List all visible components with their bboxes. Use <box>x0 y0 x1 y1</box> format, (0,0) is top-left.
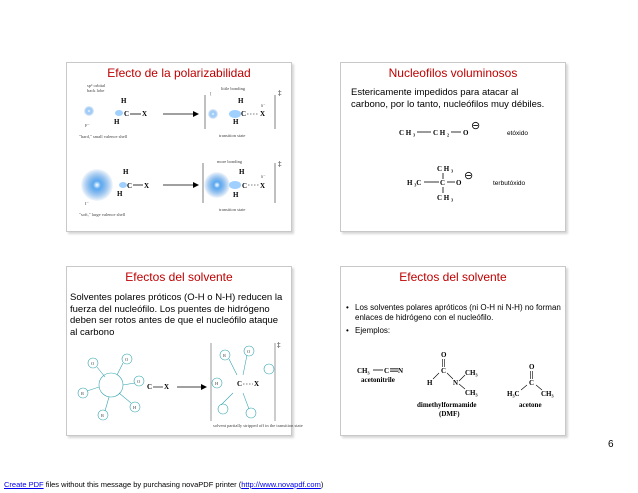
slide-bulky-nucleophiles <box>340 62 566 232</box>
dmf-label: dimethylformamide <box>417 401 477 409</box>
c-atom: C <box>440 179 446 187</box>
o-atom: O <box>91 361 95 366</box>
ch3-group: C H ₃ <box>437 165 454 173</box>
h-atom: H <box>114 118 120 126</box>
c-atom: C <box>124 110 130 118</box>
slide-protic-solvent <box>66 266 303 436</box>
dagger-mark: ‡ <box>278 89 282 97</box>
slide-title: Efecto de la polarizabilidad <box>107 66 251 80</box>
tert-butoxide-label: terbutóxido <box>493 180 526 187</box>
delta-minus: δ⁻ <box>261 174 266 179</box>
x-atom: X <box>164 383 170 391</box>
c-atom: C <box>147 383 153 391</box>
arrowhead <box>193 111 199 117</box>
c-atom: C <box>127 182 133 190</box>
bullet-2: • Ejemplos: <box>344 326 562 336</box>
h-atom: H <box>238 97 244 105</box>
solvation-figure <box>73 339 303 435</box>
ch3-group: CH₃ <box>541 390 554 398</box>
slide-polarizability <box>66 62 292 232</box>
ts1-label: transition state <box>219 133 246 138</box>
n-atom: N <box>398 367 404 375</box>
h3c-group: H₃C <box>507 390 520 398</box>
page-number: 6 <box>608 439 614 450</box>
dmf-abbrev: (DMF) <box>439 410 460 418</box>
negative-charge: ⊖ <box>471 120 481 132</box>
more-bonding-label: more bonding <box>217 159 243 164</box>
h-atom: H <box>117 190 123 198</box>
c-atom: C <box>441 367 447 375</box>
x-atom: X <box>260 110 266 118</box>
x-atom: X <box>254 380 260 388</box>
aprotic-solvents-figure <box>347 345 561 435</box>
o-atom: O <box>441 351 447 359</box>
ch2-group: C H ₂ <box>433 129 450 137</box>
dagger-mark: ‡ <box>278 160 282 168</box>
o-atom: O <box>137 379 141 384</box>
polarizability-figure <box>75 81 287 231</box>
slide-title: Efectos del solvente <box>399 270 507 284</box>
h-atom: H <box>233 191 239 199</box>
c-atom: C <box>241 110 247 118</box>
f-ion-label: F⁻ <box>85 123 90 128</box>
ch3-group: C H ₃ <box>437 194 454 202</box>
dagger-mark: ‡ <box>277 341 281 349</box>
little-bonding-label: little bonding <box>221 86 246 91</box>
svg-text:[: [ <box>210 91 212 96</box>
footer-text: files without this message by purchasing novaPDF printer ( <box>43 480 242 489</box>
ts2-label: transition state <box>219 207 246 212</box>
o-atom: O <box>463 129 469 137</box>
orbital-label: sp³ orbital <box>87 83 106 88</box>
x-atom: X <box>144 182 150 190</box>
ch3-group: CH₃ <box>357 367 370 375</box>
slide-text: Solventes polares próticos (O-H o N-H) reducen la fuerza del nucleófilo. Los puentes de hidrógeno deben ser rotos antes de que el nucleófilo ataque al carbono <box>70 292 283 338</box>
h-atom: H <box>233 118 239 126</box>
back-lobe-shape <box>115 110 123 116</box>
acetone-label: acetone <box>519 401 542 409</box>
r-group: R <box>81 391 85 396</box>
bullet-1: • Los solventes polares apróticos (ni O-H ni N-H) no forman enlaces de hidrógeno con el nucleófilo. <box>346 303 561 322</box>
slide-title: Efectos del solvente <box>125 270 233 284</box>
h-atom: H <box>215 381 219 386</box>
o-atom: O <box>456 179 462 187</box>
h-atom: H <box>121 97 127 105</box>
h3c-group: H ₃C <box>407 179 422 187</box>
r-group: R <box>101 413 105 418</box>
c-atom: C <box>242 182 248 190</box>
novapdf-link[interactable]: http://www.novapdf.com <box>241 480 321 489</box>
slide-aprotic-solvent <box>340 266 566 436</box>
back-lobe-label: back lobe <box>87 88 105 93</box>
o-atom: O <box>247 349 251 354</box>
h-atom: H <box>427 379 433 387</box>
i-ion-label: I⁻ <box>85 201 89 206</box>
create-pdf-link[interactable]: Create PDF <box>4 480 44 489</box>
n-atom: N <box>453 379 459 387</box>
h-atom: H <box>239 168 245 176</box>
x-atom: X <box>142 110 148 118</box>
r-group: R <box>223 353 227 358</box>
slide-title: Nucleofilos voluminosos <box>388 66 518 80</box>
c-atom: C <box>237 380 243 388</box>
soft-label: "soft," large valence shell <box>79 212 126 217</box>
ch3-group: C H ₃ <box>399 129 416 137</box>
o-atom: O <box>125 357 129 362</box>
f-ion-cloud <box>84 106 94 116</box>
x-atom: X <box>260 182 266 190</box>
caption: solvent partially stripped off in the transition state <box>213 423 303 428</box>
h-atom: H <box>123 168 129 176</box>
ch3-group: CH₃ <box>465 369 478 377</box>
alkoxide-figure <box>391 121 563 231</box>
h-atom: H <box>133 405 137 410</box>
o-atom: O <box>529 363 535 371</box>
acetonitrile-label: acetonitrile <box>361 376 395 384</box>
delta-minus: δ⁻ <box>261 103 266 108</box>
c-atom: C <box>384 367 390 375</box>
negative-charge: ⊖ <box>464 170 474 182</box>
slide-text: Estericamente impedidos para atacar al carbono, por lo tanto, nucleófilos muy débiles. <box>351 87 545 110</box>
hard-label: "hard," small valence shell <box>79 134 128 139</box>
bullet-text: Los solventes polares apróticos (ni O-H ni N-H) no forman enlaces de hidrógeno con el nucleófilo. <box>355 303 561 322</box>
footer-end: ) <box>320 480 324 489</box>
i-ion-cloud <box>81 169 113 201</box>
bullet-text: Ejemplos: <box>355 326 391 335</box>
footer <box>4 480 323 489</box>
ethoxide-label: etóxido <box>507 130 528 137</box>
ch3-group: CH₃ <box>465 389 478 397</box>
c-atom: C <box>529 379 535 387</box>
